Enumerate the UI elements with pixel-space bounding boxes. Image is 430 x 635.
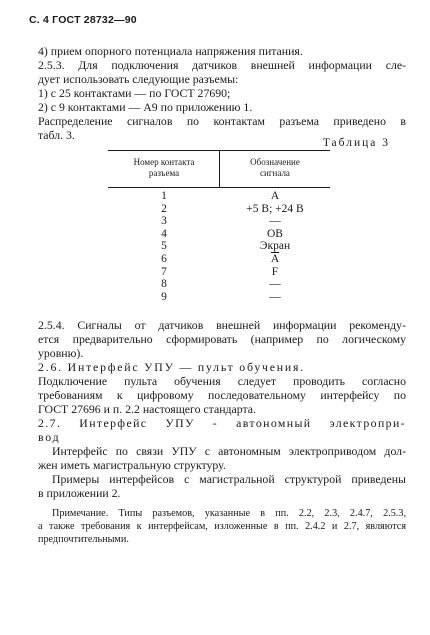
text-line: ется предварительно сформировать (например по логическому	[38, 332, 406, 346]
text-line: Подключение пульта обучения следует проводить согласно	[38, 374, 406, 388]
table-cell-signal: +5 В; +24 В	[246, 202, 304, 215]
table-cell-signal: Экран	[259, 240, 291, 253]
table-cell-number: 8	[161, 278, 167, 291]
section-heading: 2.7. Интерфейс УПУ - автономный электропри-	[38, 416, 406, 430]
table-cell-number: 7	[161, 265, 167, 278]
table-cell-number: 5	[161, 240, 167, 253]
table-cell-signal: —	[269, 278, 281, 291]
text-line: 2) с 9 контактами — А9 по приложению 1.	[38, 100, 253, 114]
col-header-number: Номер контакта разъема	[133, 157, 195, 178]
table-column-divider	[219, 150, 220, 188]
table-cell-number: 4	[161, 227, 167, 240]
table-cell-signal: —	[269, 290, 281, 303]
text-line: Интерфейс по связи УПУ с автономным электроприводом дол-	[52, 444, 406, 458]
col-header-signal: Обозначение сигнала	[250, 157, 300, 178]
table-caption: Таблица 3	[322, 137, 390, 149]
table-cell-number: 2	[161, 202, 167, 215]
table-cell-signal: А	[270, 253, 280, 265]
table-cell-signal: F	[271, 265, 279, 278]
text-line: дует использовать следующие разъемы:	[38, 72, 239, 86]
text-line: в приложении 2.	[38, 486, 121, 500]
section-heading: вод	[38, 430, 61, 444]
text-line: Примеры интерфейсов с магистральной структурой приведены	[52, 472, 406, 486]
table-cell-number: 3	[161, 215, 167, 228]
text-line: уровню).	[38, 346, 84, 360]
section-heading: 2.6. Интерфейс УПУ — пульт обучения.	[38, 360, 305, 374]
table-cell-number: 6	[161, 253, 167, 265]
note-line: предпочтительными.	[38, 534, 129, 545]
text-line: Распределение сигналов по контактам разъема приведено в	[38, 114, 406, 128]
table-cell-number: 9	[161, 290, 167, 303]
table-header-rule	[108, 187, 330, 188]
text-line: 2.5.3. Для подключения датчиков внешней информации сле-	[38, 58, 406, 72]
text-line: 1) с 25 контактами — по ГОСТ 27690;	[38, 86, 231, 100]
text-line: ГОСТ 27696 и п. 2.2 настоящего стандарта.	[38, 402, 256, 416]
table-cell-number: 1	[161, 190, 167, 202]
text-line: жен иметь магистральную структуру.	[38, 458, 226, 472]
note-line: а также требования к интерфейсам, изложенные в пп. 2.4.2 и 2.7, являются	[38, 521, 406, 532]
note-line: Примечание. Типы разъемов, указанные в пп. 2.2, 2.3, 2.4.7, 2.5.3,	[52, 508, 406, 519]
text-line: 4) прием опорного потенциала напряжения питания.	[38, 44, 303, 58]
text-line: 2.5.4. Сигналы от датчиков внешней информации рекоменду-	[38, 318, 406, 332]
table-cell-signal: А	[270, 190, 280, 202]
text-line: табл. 3.	[38, 128, 75, 142]
page-header: С. 4 ГОСТ 28732—90	[29, 14, 137, 26]
table-cell-signal: —	[269, 215, 281, 228]
table-cell-signal: ОВ	[267, 227, 283, 240]
text-line: требованиям к цифровому последовательному интерфейсу по	[38, 388, 406, 402]
